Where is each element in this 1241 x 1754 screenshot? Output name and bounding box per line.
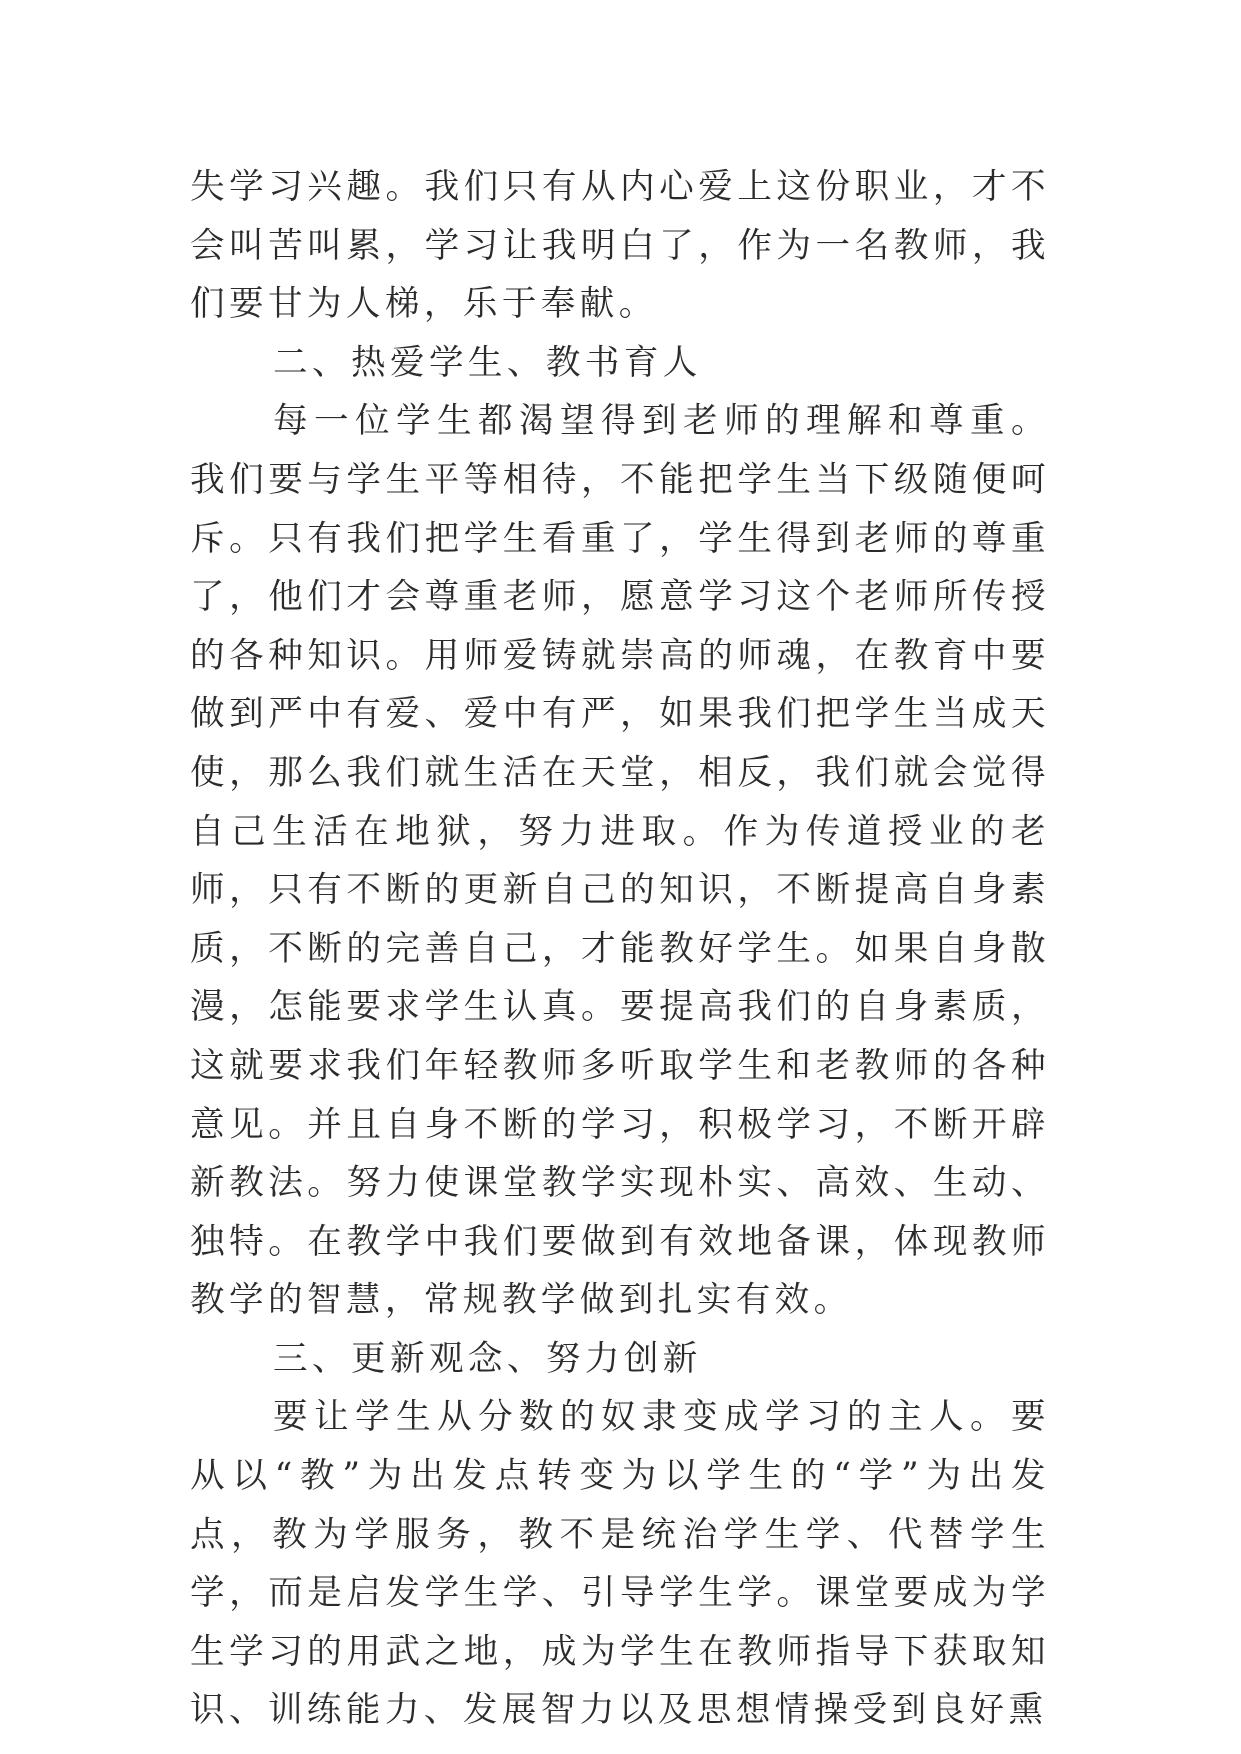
document-body	[190, 158, 1050, 1740]
paragraph-love-students: 每一位学生都渴望得到老师的理解和尊重。我们要与学生平等相待，不能把学生当下级随便呵斥。只有我们把学生看重了，学生得到老师的尊重了，他们才会尊重老师，愿意学习这个老师所传授的各种知识。用师爱铸就崇高的师魂，在教育中要做到严中有爱、爱中有严，如果我们把学生当成天使，那么我们就生活在天堂，相反，我们就会觉得自己生活在地狱，努力进取。作为传道授业的老师，只有不断的更新自己的知识，不断提高自身素质，不断的完善自己，才能教好学生。如果自身散漫，怎能要求学生认真。要提高我们的自身素质，这就要求我们年轻教师多听取学生和老教师的各种意见。并且自身不断的学习，积极学习，不断开辟新教法。努力使课堂教学实现朴实、高效、生动、独特。在教学中我们要做到有效地备课，体现教师教学的智慧，常规教学做到扎实有效。	[190, 401, 1050, 1321]
section-heading-2: 二、热爱学生、教书育人	[273, 342, 702, 383]
paragraph-innovation: 要让学生从分数的奴隶变成学习的主人。要从以“教”为出发点转变为以学生的“学”为出发点，教为学服务，教不是统治学生学、代替学生学，而是启发学生学、引导学生学。课堂要成为学生学习的用武之地，成为学生在教师指导下获取知识、训练能力、发展智力以及思想情操受到良好熏	[190, 1397, 1050, 1731]
section-heading-3: 三、更新观念、努力创新	[273, 1338, 702, 1379]
paragraph-continuation: 失学习兴趣。我们只有从内心爱上这份职业，才不会叫苦叫累，学习让我明白了，作为一名教师，我们要甘为人梯，乐于奉献。	[190, 167, 1050, 325]
